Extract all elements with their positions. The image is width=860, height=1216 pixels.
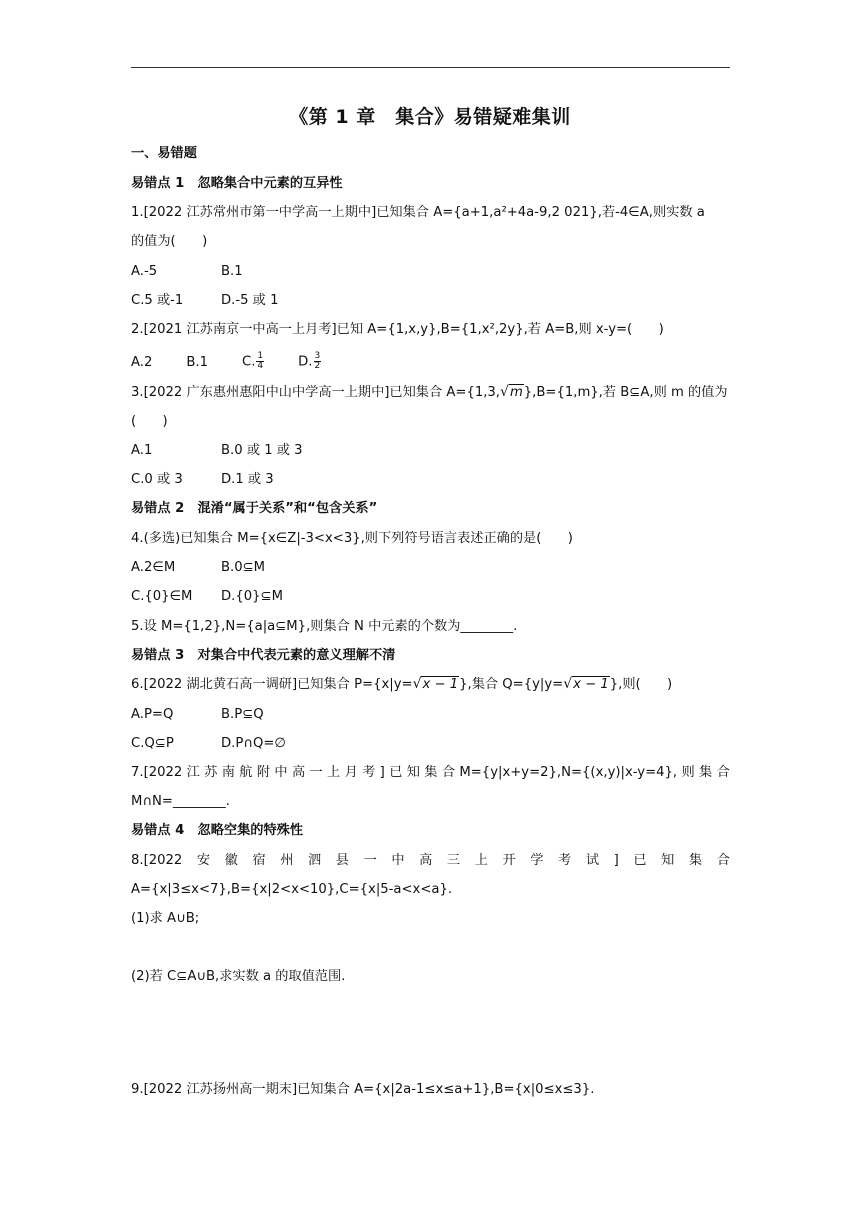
question-2-option-d: D. $\frac{3}{2}$ — [298, 351, 321, 371]
question-3-line-1: 3.[2022 广东惠州惠阳中山中学高一上期中]已知集合 A={1,3, √ m },B={1,m},若 B⊆A,则 m 的值为 — [131, 384, 728, 400]
question-8-token: 已 — [633, 853, 647, 868]
question-7-token: 上 — [327, 765, 341, 780]
question-9-line-1: 9.[2022 江苏扬州高一期末]已知集合 A={x|2a-1≤x≤a+1},B={x|0≤x≤3}. — [131, 1082, 595, 1097]
question-4-option-b: B.0⊆M — [221, 560, 266, 575]
page-title: 《第 1 章 集合》易错疑难集训 — [289, 106, 571, 128]
question-6-option-b: B.P⊆Q — [221, 707, 264, 722]
question-7-token: 合 — [716, 765, 730, 780]
question-8-token: 安 — [196, 853, 211, 868]
question-7-token: 考 — [362, 765, 376, 780]
question-7-token: M={y|x+y=2},N={(x,y)|x-y=4}, — [459, 765, 678, 780]
question-8-token: 合 — [716, 853, 730, 868]
question-3-line-2: ( ) — [131, 414, 168, 429]
question-8-token: 泗 — [308, 853, 322, 868]
error-point-3: 易错点 3 对集合中代表元素的意义理解不清 — [131, 648, 396, 663]
question-8-sub-2: (2)若 C⊆A∪B,求实数 a 的取值范围. — [131, 969, 346, 984]
question-7-token: 已 — [389, 765, 403, 780]
question-8-token: 学 — [530, 853, 544, 868]
question-8-token: 8.[2022 — [131, 853, 183, 868]
fraction-three-halves: $\frac{3}{2}$ — [314, 351, 321, 371]
question-6-option-d: D.P∩Q=∅ — [221, 736, 286, 751]
question-1-option-b: B.1 — [221, 264, 243, 279]
question-7-token: 则 — [681, 765, 695, 780]
question-7-token: 南 — [221, 765, 235, 780]
question-8-token: ] — [613, 853, 619, 868]
question-7-token: 月 — [344, 765, 358, 780]
question-7-token: 江 — [186, 765, 200, 780]
question-7-token: 高 — [291, 765, 306, 780]
question-8-token: 一 — [363, 853, 377, 868]
question-7-line-2: M∩N=________. — [131, 794, 230, 809]
sqrt-x-minus-1-a: √ x − 1 — [412, 676, 459, 692]
question-8-token: 三 — [446, 853, 461, 868]
error-point-2: 易错点 2 混淆“属于关系”和“包含关系” — [131, 501, 378, 516]
section-heading: 一、易错题 — [131, 146, 197, 161]
question-7-token: ] — [379, 765, 385, 780]
question-8-token: 县 — [335, 853, 349, 868]
question-8-token: 徽 — [224, 853, 238, 868]
sqrt-x-minus-1-b: √ x − 1 — [563, 676, 609, 692]
question-8-token: 试 — [585, 853, 600, 868]
question-1-line-1: 1.[2022 江苏常州市第一中学高一上期中]已知集合 A={a+1,a²+4a-9,2 021},若-4∈A,则实数 a — [131, 205, 705, 220]
question-8-token: 知 — [661, 853, 675, 868]
question-7-token: 一 — [309, 765, 323, 780]
question-6-option-a: A.P=Q — [131, 707, 174, 722]
question-4-option-a: A.2∈M — [131, 560, 176, 575]
question-3-option-b: B.0 或 1 或 3 — [221, 443, 303, 458]
question-2-option-c: C. $\frac{1}{4}$ — [242, 351, 264, 371]
question-8-token: 宿 — [252, 853, 266, 868]
question-1-option-a: A.-5 — [131, 264, 158, 279]
question-3-option-a: A.1 — [131, 443, 153, 458]
question-7-token: 附 — [256, 765, 271, 780]
question-8-line-1 — [131, 852, 730, 870]
question-1-option-d: D.-5 或 1 — [221, 293, 279, 308]
error-point-4: 易错点 4 忽略空集的特殊性 — [131, 823, 304, 838]
question-7-token: 集 — [699, 765, 713, 780]
fraction-one-quarter: $\frac{1}{4}$ — [257, 351, 264, 371]
question-8-token: 高 — [419, 853, 433, 868]
question-7-token: 集 — [424, 765, 438, 780]
question-8-line-2: A={x|3≤x<7},B={x|2<x<10},C={x|5-a<x<a}. — [131, 882, 453, 897]
header-rule — [131, 67, 730, 68]
question-1-line-2: 的值为( ) — [131, 234, 208, 249]
question-2-option-a: A.2 — [131, 354, 153, 370]
question-8-token: 开 — [502, 853, 516, 868]
sqrt-m: √ m — [500, 384, 523, 400]
question-4-option-d: D.{0}⊆M — [221, 589, 283, 604]
error-point-1: 易错点 1 忽略集合中元素的互异性 — [131, 176, 343, 191]
question-7-token: 7.[2022 — [131, 765, 183, 780]
question-7-token: 苏 — [204, 765, 218, 780]
question-5-line-1: 5.设 M={1,2},N={a|a⊆M},则集合 N 中元素的个数为________. — [131, 619, 518, 634]
question-8-token: 中 — [391, 853, 405, 868]
question-3-option-c: C.0 或 3 — [131, 472, 183, 487]
question-8-token: 集 — [688, 853, 703, 868]
question-2-line-1: 2.[2021 江苏南京一中高一上月考]已知 A={1,x,y},B={1,x²,2y},若 A=B,则 x-y=( ) — [131, 322, 664, 337]
question-7-token: 合 — [441, 765, 456, 780]
question-8-token: 州 — [280, 853, 294, 868]
question-8-token: 上 — [474, 853, 488, 868]
question-2-option-b: B.1 — [186, 354, 209, 370]
question-7-token: 中 — [274, 765, 288, 780]
question-8-token: 考 — [558, 853, 572, 868]
question-7-token: 航 — [239, 765, 253, 780]
question-7-token: 知 — [406, 765, 420, 780]
question-1-option-c: C.5 或-1 — [131, 293, 184, 308]
question-2-options — [131, 352, 355, 372]
question-4-line-1: 4.(多选)已知集合 M={x∈Z|-3<x<3},则下列符号语言表述正确的是( ) — [131, 531, 573, 546]
question-4-option-c: C.{0}∈M — [131, 589, 193, 604]
question-7-line-1 — [131, 764, 730, 782]
question-6-line-1: 6.[2022 湖北黄石高一调研]已知集合 P={x|y= √ x − 1 },集合 Q={y|y= √ x − 1 },则( ) — [131, 676, 673, 692]
question-6-option-c: C.Q⊆P — [131, 736, 174, 751]
question-8-sub-1: (1)求 A∪B; — [131, 911, 200, 926]
question-3-option-d: D.1 或 3 — [221, 472, 274, 487]
